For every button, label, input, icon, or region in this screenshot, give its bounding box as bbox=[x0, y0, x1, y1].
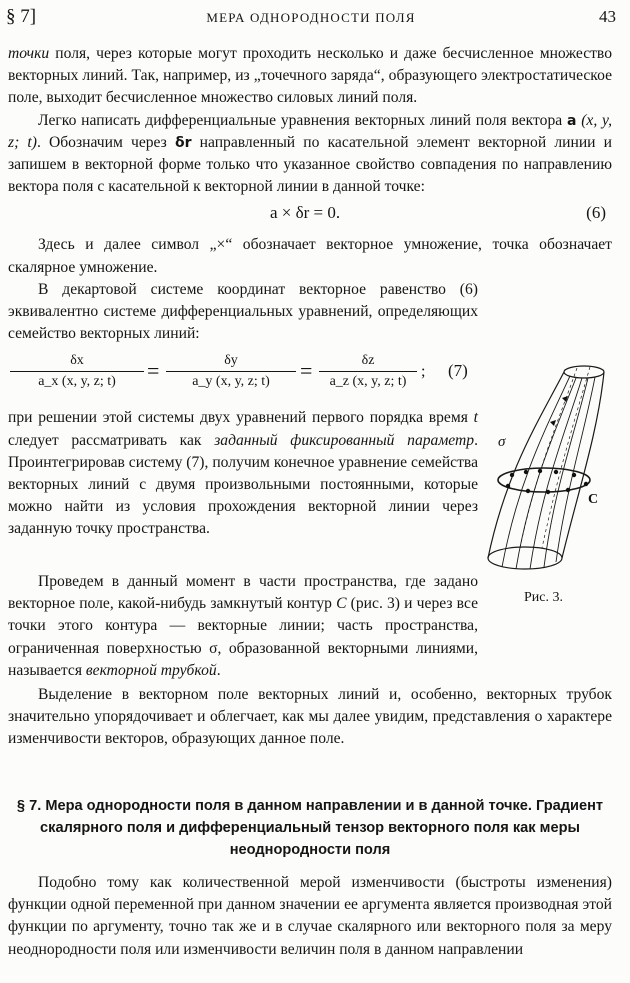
p6-a: Проведем в данный момент в части пространства, где задано векторное поле, какой-нибудь замкнутый контур bbox=[8, 573, 478, 613]
page-number: 43 bbox=[599, 7, 616, 26]
p6-b: (рис. 3) и через все точки этого контура — векторные линии; часть пространства, ограниченная поверхностью σ, образованной векторными линиями, называется bbox=[8, 595, 478, 679]
fraction-y bbox=[166, 351, 296, 392]
semicolon: ; bbox=[421, 363, 426, 381]
paragraph-7: Выделение в векторном поле векторных линий и, особенно, векторных трубок значительно упорядочивает и облегчает, как мы далее увидим, представления о характере изменчивости векторов, образующих данное поле. bbox=[8, 686, 612, 748]
fraction-x bbox=[10, 351, 144, 392]
paragraph-5 bbox=[8, 407, 478, 540]
p2-c: направленный по касательной элемент векторной линии и запишем в векторной форме только что указанное свойство совпадения по направлению вектора поля с касательной к векторной линии в данной точке: bbox=[8, 133, 612, 196]
tube-hidden-line bbox=[542, 367, 590, 548]
paragraph-3: Здесь и далее символ „×“ обозначает векторное умножение, точка обозначает скалярное умножение. bbox=[8, 236, 612, 276]
paragraph-1 bbox=[8, 43, 612, 110]
equation-6-formula: a × δr = 0. bbox=[270, 203, 341, 223]
italic-word: точки bbox=[8, 45, 50, 62]
equation-6-number: (6) bbox=[586, 203, 606, 223]
equals-sign-2: = bbox=[300, 358, 313, 384]
equation-7 bbox=[8, 351, 478, 403]
fraction-x-num: δx bbox=[10, 351, 144, 372]
contour-C bbox=[498, 468, 590, 492]
header-section: § 7] bbox=[6, 6, 37, 27]
paragraph-4: В декартовой системе координат векторное равенство (6) эквивалентно системе дифференциальных уравнений, определяющих семейство векторных линий: bbox=[8, 280, 478, 343]
vector-tube-drawing bbox=[478, 362, 612, 592]
paragraph-1-text: поля, через которые могут проходить несколько и даже бесчисленное множество векторных линий. Так, например, из „точечного заряда“, образующего электростатическое поле, выходит бесчисленное множество силовых линий поля. bbox=[8, 45, 612, 107]
paragraph-2 bbox=[8, 110, 612, 199]
fraction-z-den: a_z (x, y, z; t) bbox=[329, 374, 407, 390]
tube-left-edge bbox=[488, 372, 564, 558]
figure-side-column bbox=[8, 279, 478, 541]
p5-t: t bbox=[473, 409, 478, 427]
vector-dr: δr bbox=[174, 134, 192, 151]
paragraph-8: Подобно тому как количественной мерой изменчивости (быстроты изменения) функции одной переменной при данном значении ее аргумента является производная этой функции по аргументу, точно так же и в случае скалярного или векторного поля за меру неоднородности поля или изменчивости величин поля в данном направлении bbox=[8, 874, 612, 958]
p2-b: . Обозначим через bbox=[36, 133, 175, 151]
equation-6 bbox=[8, 200, 612, 230]
tube-bottom-ellipse bbox=[488, 547, 562, 569]
p6-C: C bbox=[336, 595, 347, 613]
figure-3 bbox=[478, 362, 612, 632]
fraction-y-num: δy bbox=[166, 351, 296, 372]
sigma-label: σ bbox=[498, 434, 506, 450]
fraction-z bbox=[319, 351, 417, 392]
p2-a: Легко написать дифференциальные уравнения векторных линий поля вектора bbox=[38, 111, 567, 129]
page-header bbox=[6, 6, 616, 30]
p2-args: (x, y, z; t) bbox=[8, 111, 613, 151]
p5-c: . Проинтегрировав систему (7), получим конечное уравнение семейства векторных линий с двумя произвольными постоянными, которые можно найти из условия прохождения векторной линии через заданную точку пространства. bbox=[8, 431, 478, 538]
vector-a: a bbox=[566, 112, 577, 129]
section-7-text bbox=[8, 872, 612, 961]
figure-caption: Рис. 3. bbox=[524, 590, 563, 605]
p6-c: . bbox=[216, 661, 221, 679]
running-title: МЕРА ОДНОРОДНОСТИ ПОЛЯ bbox=[206, 10, 416, 25]
section-7-title: § 7. Мера однородности поля в данном направлении и в данной точке. Градиент скалярного поля и дифференциальный тензор векторного поля как меры неоднородности поля bbox=[16, 798, 604, 858]
p6-italic: векторной трубкой bbox=[85, 661, 217, 679]
tube-hidden-line bbox=[520, 368, 577, 548]
fraction-x-den: a_x (x, y, z; t) bbox=[38, 374, 116, 390]
equals-sign-1: = bbox=[147, 358, 160, 384]
p5-a: при решении этой системы двух уравнений первого порядка время bbox=[8, 409, 474, 427]
equation-7-number: (7) bbox=[448, 361, 468, 381]
fraction-z-num: δz bbox=[319, 351, 417, 372]
contour-label: C bbox=[588, 492, 599, 507]
tube-right-edge bbox=[562, 372, 604, 558]
p5-b: следует рассматривать как bbox=[8, 431, 215, 449]
fraction-y-den: a_y (x, y, z; t) bbox=[192, 374, 270, 390]
p5-italic: заданный фиксированный параметр bbox=[214, 431, 475, 449]
paragraph-6-top bbox=[8, 571, 478, 682]
